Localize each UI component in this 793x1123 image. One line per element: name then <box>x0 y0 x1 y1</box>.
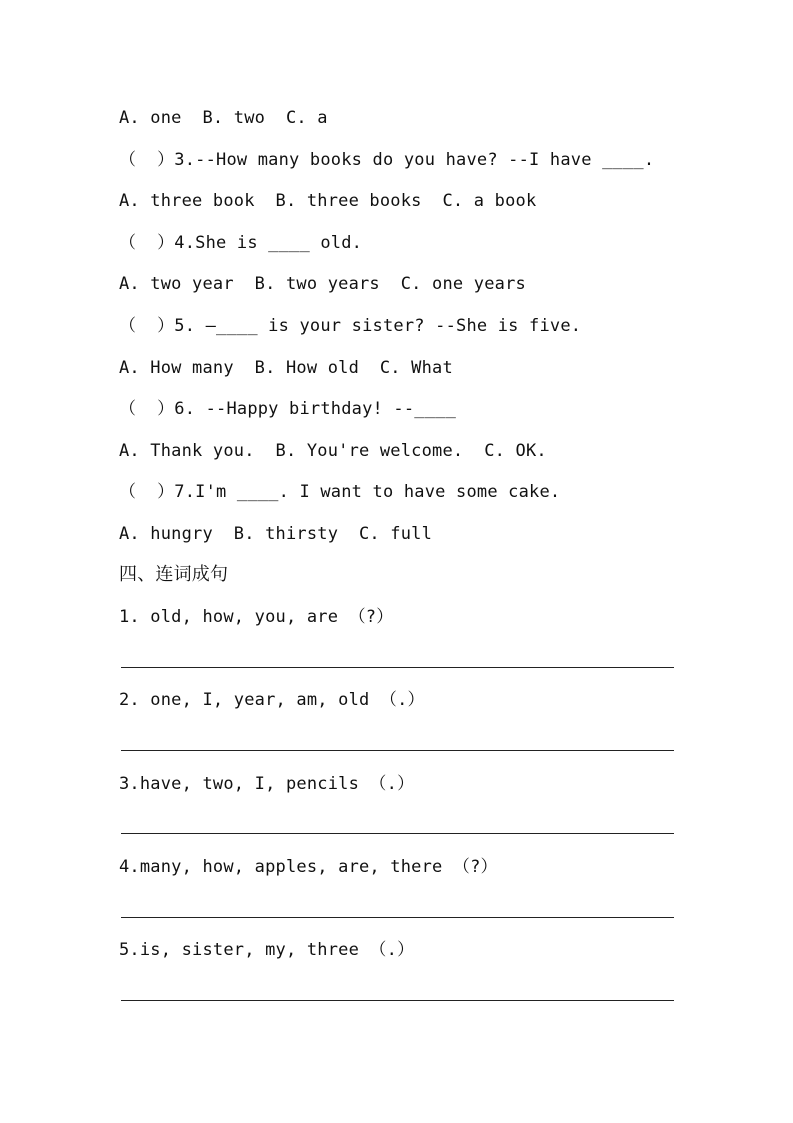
reorder-item-5: 5.is, sister, my, three （.） <box>119 940 415 960</box>
question-7: （ ）7.I'm ____. I want to have some cake. <box>119 482 561 502</box>
reorder-item-4: 4.many, how, apples, are, there （?） <box>119 857 498 877</box>
question-4: （ ）4.She is ____ old. <box>119 233 363 253</box>
reorder-item-3: 3.have, two, I, pencils （.） <box>119 774 415 794</box>
question-3-options: A. three book B. three books C. a book <box>119 191 537 211</box>
question-2-options: A. one B. two C. a <box>119 108 328 128</box>
question-5-options: A. How many B. How old C. What <box>119 358 453 378</box>
question-6-options: A. Thank you. B. You're welcome. C. OK. <box>119 441 547 461</box>
question-5: （ ）5. —____ is your sister? --She is five. <box>119 316 582 336</box>
answer-line-5[interactable] <box>121 1000 674 1001</box>
question-6: （ ）6. --Happy birthday! --____ <box>119 399 457 419</box>
reorder-item-1: 1. old, how, you, are （?） <box>119 607 394 627</box>
question-4-options: A. two year B. two years C. one years <box>119 274 526 294</box>
question-3: （ ）3.--How many books do you have? --I have ____. <box>119 150 655 170</box>
question-7-options: A. hungry B. thirsty C. full <box>119 524 433 544</box>
answer-line-1[interactable] <box>121 667 674 668</box>
answer-line-2[interactable] <box>121 750 674 751</box>
answer-line-3[interactable] <box>121 833 674 834</box>
section-heading: 四、连词成句 <box>119 564 229 585</box>
answer-line-4[interactable] <box>121 917 674 918</box>
reorder-item-2: 2. one, I, year, am, old （.） <box>119 690 425 710</box>
